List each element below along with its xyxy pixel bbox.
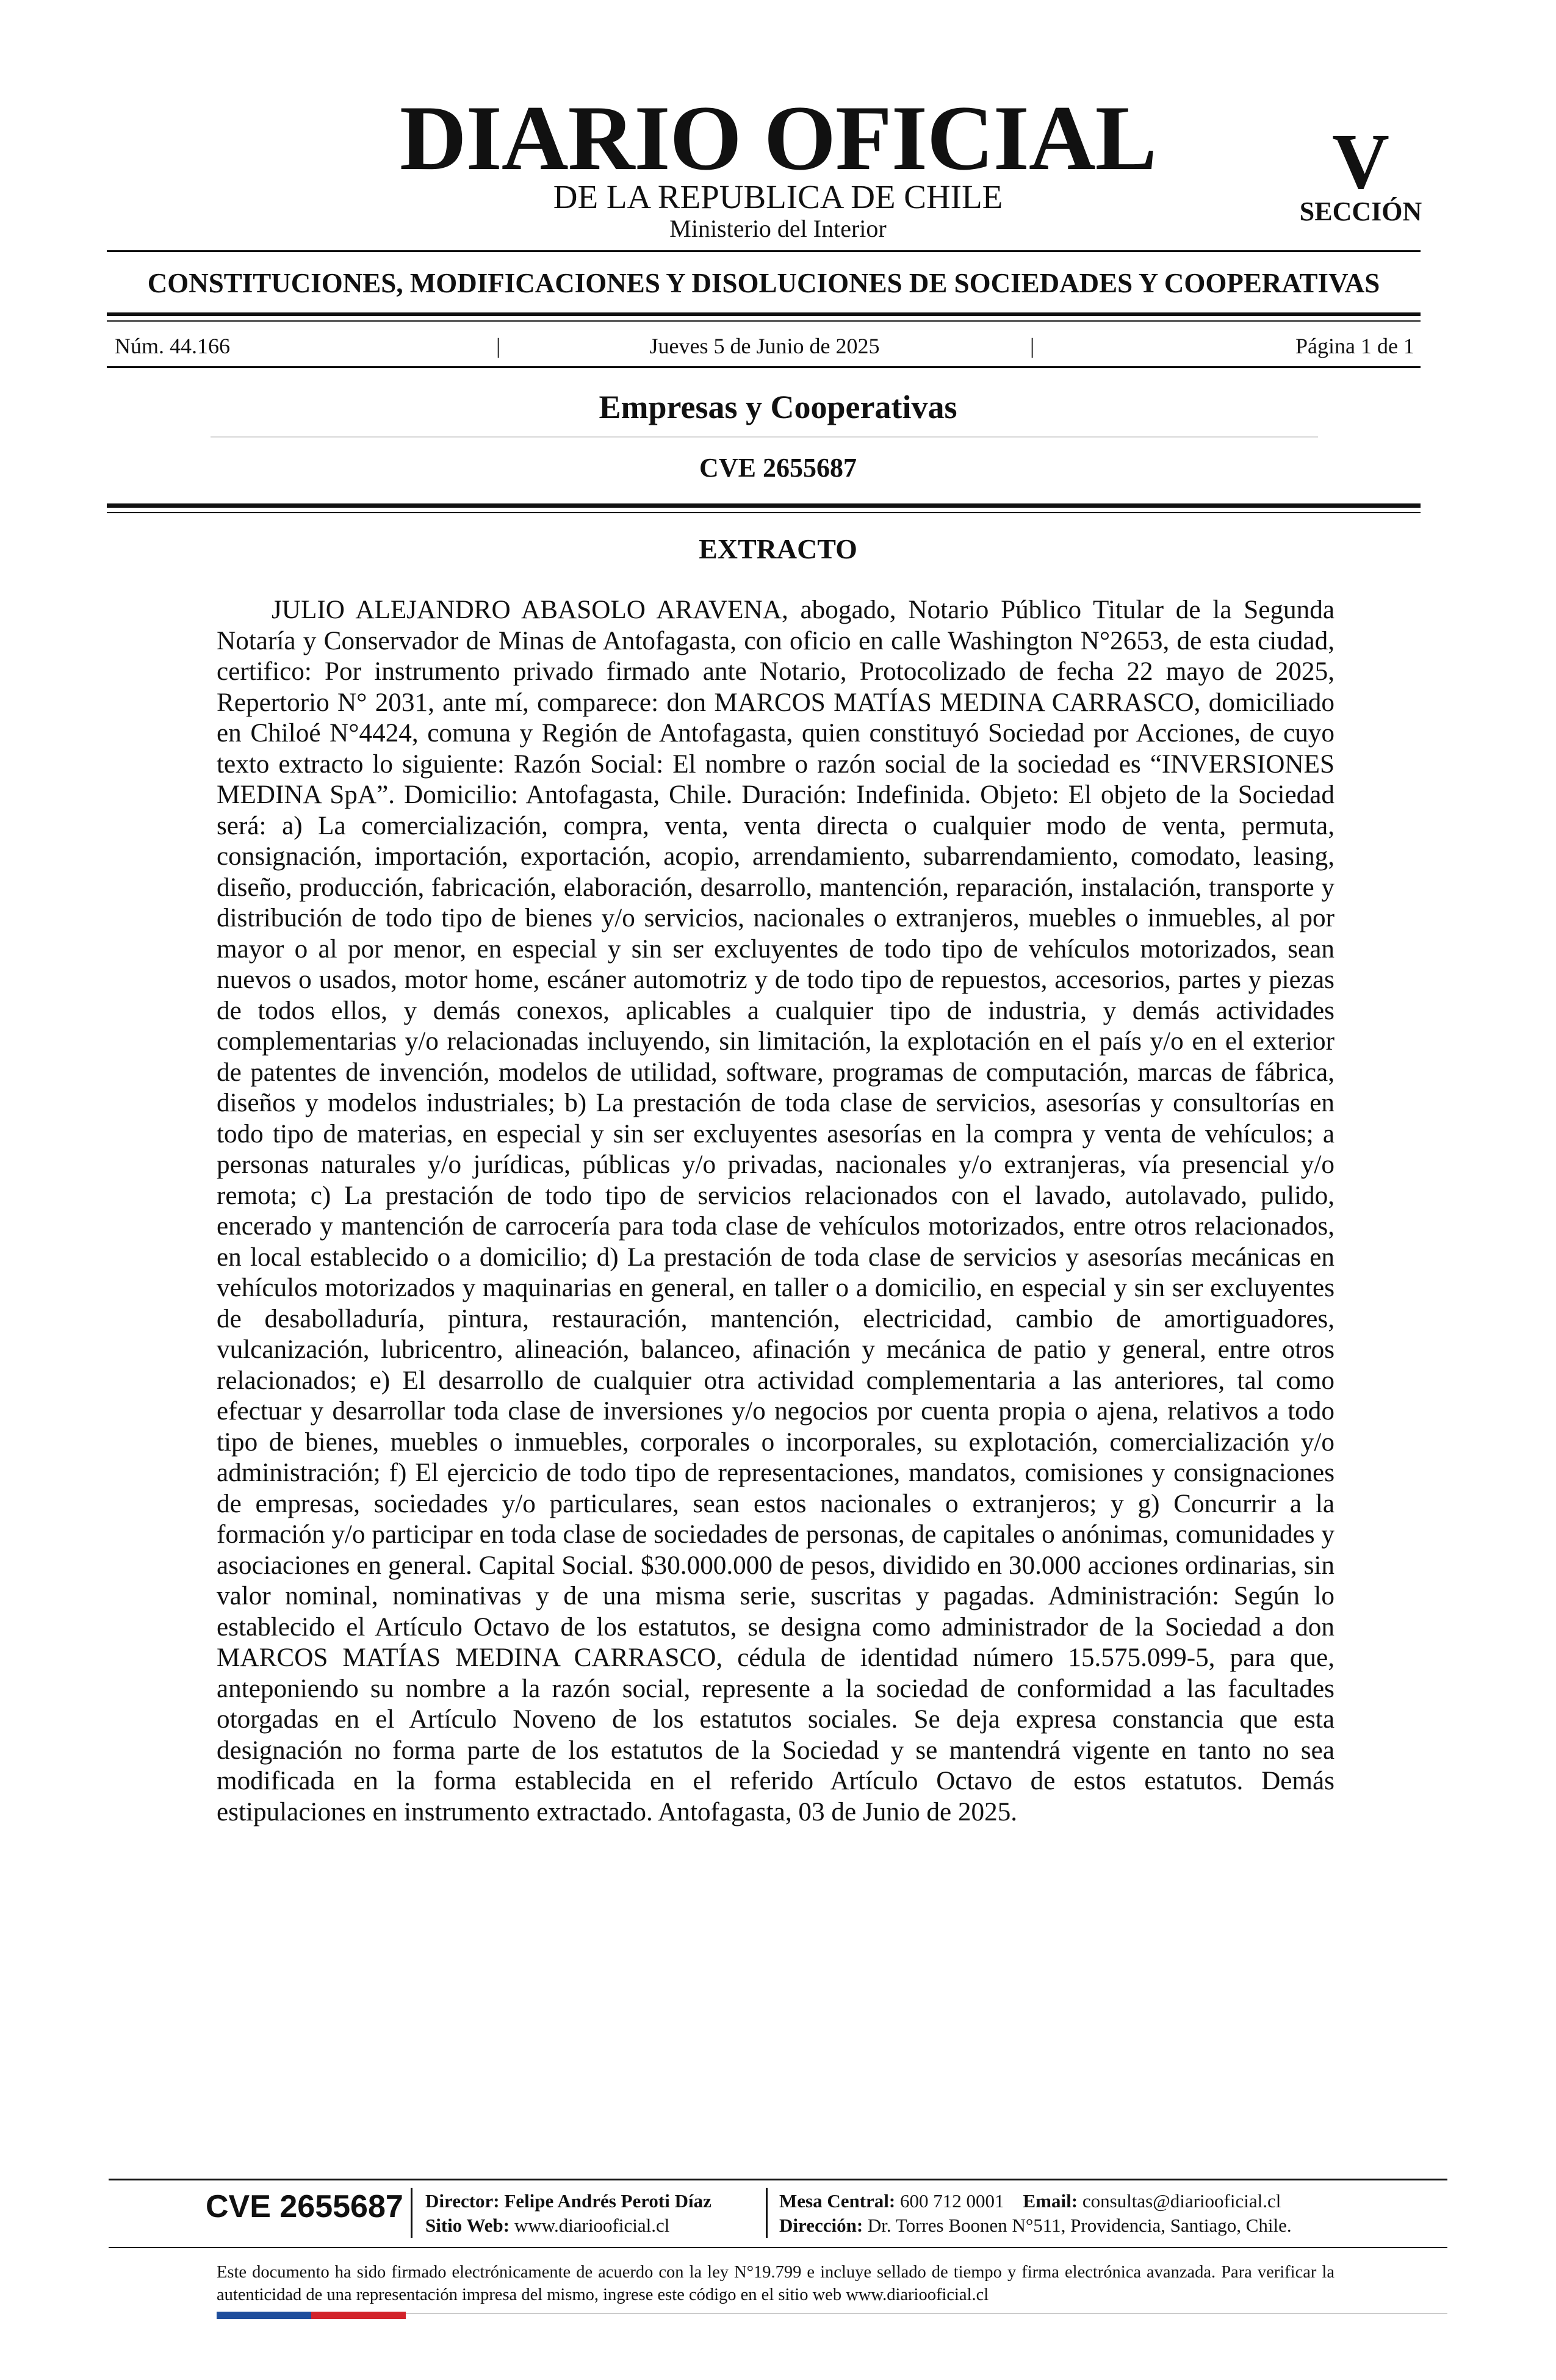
newspaper-subtitle: DE LA REPUBLICA DE CHILE (553, 178, 1003, 215)
section-label: SECCIÓN (1299, 197, 1422, 226)
section-number: V (1332, 118, 1389, 206)
phone-label: Mesa Central: (779, 2190, 896, 2212)
director-name: Felipe Andrés Peroti Díaz (504, 2190, 711, 2212)
category-rule (107, 312, 1421, 316)
page-indicator: Página 1 de 1 (1295, 334, 1414, 358)
address-value: Dr. Torres Boonen N°511, Providencia, Santiago, Chile. (867, 2215, 1292, 2236)
document-title: EXTRACTO (699, 533, 857, 564)
newspaper-title: DIARIO OFICIAL (399, 87, 1157, 189)
issue-number: Núm. 44.166 (115, 334, 230, 358)
category-title: CONSTITUCIONES, MODIFICACIONES Y DISOLUCIONES DE SOCIEDADES Y COOPERATIVAS (147, 268, 1380, 298)
cve-heading: CVE 2655687 (699, 453, 857, 483)
issue-date: Jueves 5 de Junio de 2025 (649, 334, 880, 358)
cve-rule (107, 503, 1421, 508)
footer-separator (766, 2188, 768, 2238)
meta-separator: | (1030, 334, 1035, 358)
meta-separator: | (496, 334, 501, 358)
section-heading: Empresas y Cooperativas (599, 389, 957, 425)
flag-stripe-red (311, 2312, 406, 2319)
email-link[interactable]: consultas@diariooficial.cl (1082, 2190, 1281, 2212)
legal-notice: Este documento ha sido firmado electrónicamente de acuerdo con la ley N°19.799 e incluye sellado de tiempo y firma electrónica avanzada. Para verificar la autenticidad de una representación impresa del mismo, ingrese este código en el sitio web www.diariooficial.cl (217, 2263, 1334, 2304)
meta-rule (107, 366, 1421, 368)
ministry-label: Ministerio del Interior (669, 215, 887, 242)
cve-rule-thin (107, 512, 1421, 513)
category-rule-thin (107, 320, 1421, 322)
footer-contact-block (779, 2189, 1292, 2238)
phone-number: 600 712 0001 (900, 2190, 1004, 2212)
website-label: Sitio Web: (425, 2215, 510, 2236)
footer-rule-lower (109, 2247, 1447, 2248)
footer-rule (109, 2179, 1447, 2180)
director-label: Director: (425, 2190, 500, 2212)
flag-stripe-blue (217, 2312, 311, 2319)
issue-meta (115, 332, 1414, 360)
footer-bottom-rule (406, 2313, 1447, 2314)
footer-director-block (425, 2189, 711, 2238)
footer-separator (411, 2188, 412, 2238)
address-label: Dirección: (779, 2215, 863, 2236)
section-divider (211, 436, 1318, 438)
footer-cve-code: CVE 2655687 (206, 2189, 403, 2224)
header-rule (107, 250, 1421, 252)
extract-body: JULIO ALEJANDRO ABASOLO ARAVENA, abogado, Notario Público Titular de la Segunda Notaría y Conservador de Minas de Antofagasta, con oficio en calle Washington N°2653, de esta ciudad, certifico: Por instrumento privado firmado ante Notario, Protocolizado de fecha 22 mayo de 2025, Repertorio N° 2031, ante mí, comparece: don MARCOS MATÍAS MEDINA CARRASCO, domiciliado en Chiloé N°4424, comuna y Región de Antofagasta, quien constituyó Sociedad por Acciones, de cuyo texto extracto lo siguiente: Razón Social: El nombre o razón social de la sociedad es “INVERSIONES MEDINA SpA”. Domicilio: Antofagasta, Chile. Duración: Indefinida. Objeto: El objeto de la Sociedad será: a) La comercialización, compra, venta, venta directa o cualquier modo de venta, permuta, consignación, importación, exportación, acopio, arrendamiento, subarrendamiento, comodato, leasing, diseño, producción, fabricación, elaboración, desarrollo, mantención, reparación, instalación, transporte y distribución de todo tipo de bienes y/o servicios, nacionales o extranjeros, muebles o inmuebles, al por mayor o al por menor, en especial y sin ser excluyentes de todo tipo de vehículos motorizados, sean nuevos o usados, motor home, escáner automotriz y de todo tipo de repuestos, accesorios, partes y piezas de todos ellos, y demás conexos, aplicables a cualquier tipo de industria, y demás actividades complementarias y/o relacionadas incluyendo, sin limitación, la explotación en el país y/o en el exterior de patentes de invención, modelos de utilidad, software, programas de computación, marcas de fábrica, diseños y modelos industriales; b) La prestación de toda clase de servicios, asesorías y consultorías en todo tipo de materias, en especial y sin ser excluyentes asesorías en la compra y venta de vehículos; a personas naturales y/o jurídicas, públicas y/o privadas, nacionales y/o extranjeras, vía presencial y/o remota; c) La prestación de todo tipo de servicios relacionados con el lavado, autolavado, pulido, encerado y mantención de carrocería para toda clase de vehículos motorizados, entre otros relacionados, en local establecido o a domicilio; d) La prestación de toda clase de servicios y asesorías mecánicas en vehículos motorizados y maquinarias en general, en taller o a domicilio, en especial y sin ser excluyentes de desabolladuría, pintura, restauración, mantención, electricidad, cambio de amortiguadores, vulcanización, lubricentro, alineación, balanceo, afinación y mecánica de patio y general, entre otros relacionados; e) El desarrollo de cualquier otra actividad complementaria a las anteriores, tal como efectuar y desarrollar toda clase de inversiones y/o negocios por cuenta propia o ajena, relativos a todo tipo de bienes, muebles o inmuebles, corporales o incorporales, su explotación, comercialización y/o administración; f) El ejercicio de todo tipo de representaciones, mandatos, comisiones y consignaciones de empresas, sociedades y/o particulares, sean estos nacionales o extranjeros; y g) Concurrir a la formación y/o participar en toda clase de sociedades de personas, de capitales o anónimas, comunidades y asociaciones en general. Capital Social. $30.000.000 de pesos, dividido en 30.000 acciones ordinarias, sin valor nominal, nominativas y de una misma serie, suscritas y pagadas. Administración: Según lo establecido el Artículo Octavo de los estatutos, se designa como administrador de la Sociedad a don MARCOS MATÍAS MEDINA CARRASCO, cédula de identidad número 15.575.099-5, para que, anteponiendo su nombre a la razón social, represente a la sociedad de conformidad a las facultades otorgadas en el Artículo Noveno de los estatutos sociales. Se deja expresa constancia que esta designación no forma parte de los estatutos de la Sociedad y se mantendrá vigente en tanto no sea modificada en la forma establecida en el referido Artículo Octavo de estos estatutos. Demás estipulaciones en instrumento extractado. Antofagasta, 03 de Junio de 2025. (217, 596, 1334, 1826)
website-link[interactable]: www.diariooficial.cl (514, 2215, 670, 2236)
email-label: Email: (1023, 2190, 1078, 2212)
